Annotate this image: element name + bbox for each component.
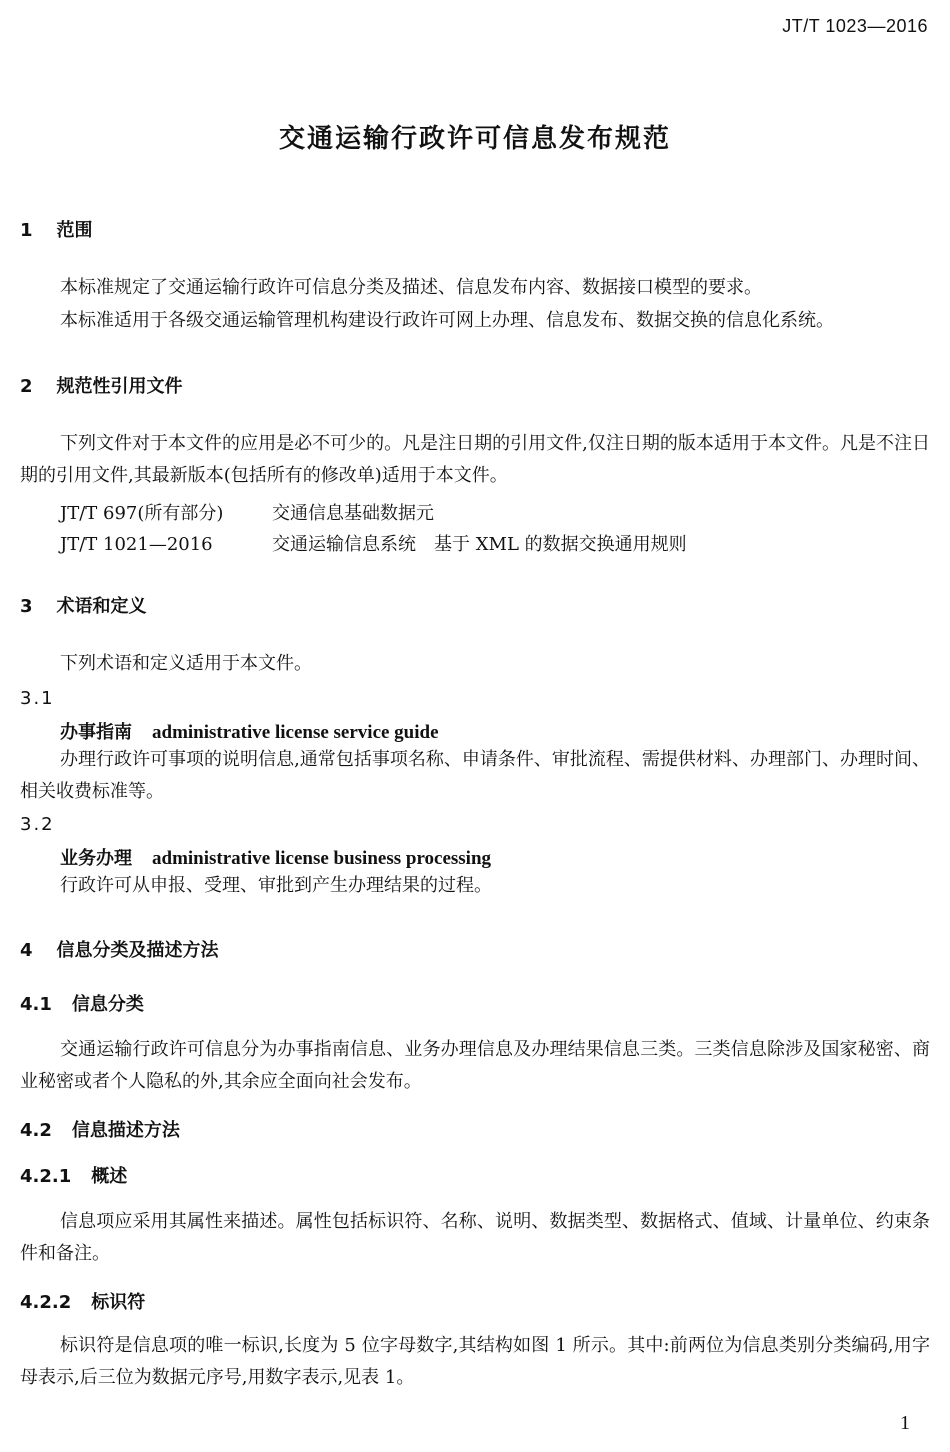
reference-title: 交通运输信息系统 基于 XML 的数据交换通用规则 bbox=[272, 534, 687, 555]
section-number: 4 bbox=[20, 940, 33, 961]
paragraph: 下列文件对于本文件的应用是必不可少的。凡是注日期的引用文件,仅注日期的版本适用于本文件。凡是不注日期的引用文件,其最新版本(包括所有的修改单)适用于本文件。 bbox=[20, 433, 930, 486]
subsection-heading-4-2-2 bbox=[20, 1288, 145, 1314]
section-number: 4.2.2 bbox=[20, 1292, 72, 1313]
section-heading-3 bbox=[20, 592, 147, 618]
reference-code: JT/T 1021—2016 bbox=[60, 534, 213, 555]
section-heading-2 bbox=[20, 372, 183, 398]
section-number: 3 bbox=[20, 596, 33, 617]
section-title: 信息分类及描述方法 bbox=[56, 940, 219, 961]
section-number: 1 bbox=[20, 220, 33, 241]
term-heading bbox=[60, 718, 439, 744]
paragraph: 本标准规定了交通运输行政许可信息分类及描述、信息发布内容、数据接口模型的要求。 bbox=[60, 277, 762, 298]
paragraph: 交通运输行政许可信息分为办事指南信息、业务办理信息及办理结果信息三类。三类信息除涉及国家秘密、商业秘密或者个人隐私的外,其余应全面向社会发布。 bbox=[20, 1039, 930, 1092]
term-definition: 行政许可从申报、受理、审批到产生办理结果的过程。 bbox=[60, 875, 492, 896]
reference-code: JT/T 697(所有部分) bbox=[60, 503, 224, 524]
section-title: 概述 bbox=[91, 1166, 128, 1187]
page-number: 1 bbox=[900, 1412, 910, 1434]
term-definition: 办理行政许可事项的说明信息,通常包括事项名称、申请条件、审批流程、需提供材料、办理部门、办理时间、相关收费标准等。 bbox=[20, 749, 930, 802]
subsection-heading-4-2 bbox=[20, 1116, 180, 1142]
term-zh: 办事指南 bbox=[60, 722, 132, 743]
section-title: 信息描述方法 bbox=[71, 1120, 180, 1141]
paragraph: 本标准适用于各级交通运输管理机构建设行政许可网上办理、信息发布、数据交换的信息化系统。 bbox=[60, 310, 834, 331]
term-en: administrative license service guide bbox=[152, 722, 439, 743]
section-number: 4.1 bbox=[20, 994, 52, 1015]
term-number: 3.2 bbox=[20, 814, 55, 835]
section-number: 2 bbox=[20, 376, 33, 397]
paragraph: 标识符是信息项的唯一标识,长度为 5 位字母数字,其结构如图 1 所示。其中:前两位为信息类别分类编码,用字母表示,后三位为数据元序号,用数字表示,见表 1。 bbox=[20, 1335, 930, 1388]
term-zh: 业务办理 bbox=[60, 848, 132, 869]
section-title: 信息分类 bbox=[71, 994, 144, 1015]
section-title: 范围 bbox=[56, 220, 93, 241]
document-title: 交通运输行政许可信息发布规范 bbox=[278, 124, 671, 154]
term-number: 3.1 bbox=[20, 688, 55, 709]
section-title: 标识符 bbox=[91, 1292, 146, 1313]
reference-item bbox=[60, 499, 434, 525]
paragraph: 下列术语和定义适用于本文件。 bbox=[60, 653, 312, 674]
section-number: 4.2 bbox=[20, 1120, 52, 1141]
section-heading-1 bbox=[20, 216, 93, 242]
reference-item bbox=[60, 530, 687, 556]
subsection-heading-4-1 bbox=[20, 990, 144, 1016]
standard-number: JT/T 1023—2016 bbox=[782, 16, 928, 36]
section-heading-4 bbox=[20, 936, 219, 962]
term-en: administrative license business processing bbox=[152, 848, 492, 869]
section-number: 4.2.1 bbox=[20, 1166, 72, 1187]
reference-title: 交通信息基础数据元 bbox=[272, 503, 434, 524]
term-heading bbox=[60, 844, 491, 870]
section-title: 规范性引用文件 bbox=[56, 376, 183, 397]
subsection-heading-4-2-1 bbox=[20, 1162, 127, 1188]
section-title: 术语和定义 bbox=[56, 596, 147, 617]
paragraph: 信息项应采用其属性来描述。属性包括标识符、名称、说明、数据类型、数据格式、值域、计量单位、约束条件和备注。 bbox=[20, 1211, 930, 1264]
